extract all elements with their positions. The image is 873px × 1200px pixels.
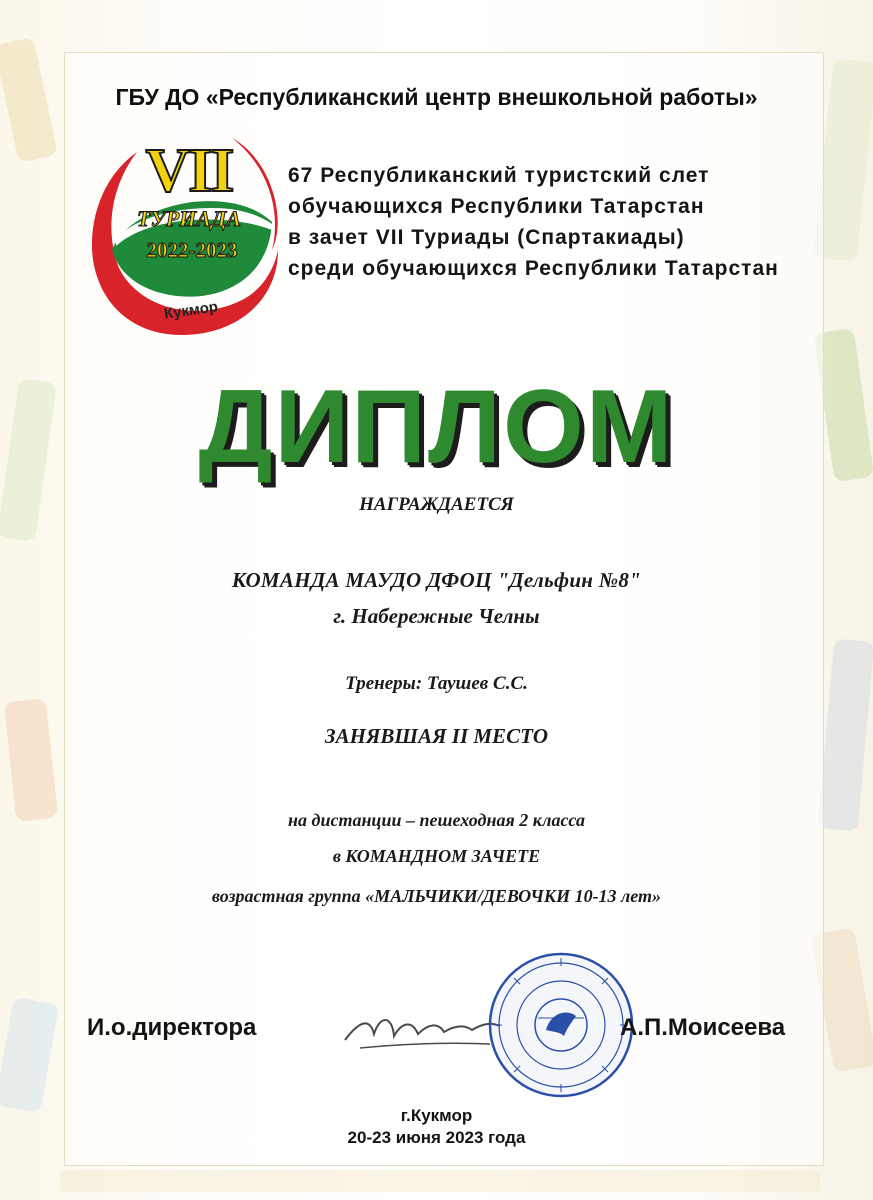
footer-date: 20-23 июня 2023 года bbox=[347, 1128, 526, 1147]
team-score: в КОМАНДНОМ ЗАЧЕТЕ bbox=[332, 846, 541, 866]
event-line: в зачет VII Туриады (Спартакиады) bbox=[288, 226, 685, 249]
distance: на дистанции – пешеходная 2 класса bbox=[288, 810, 585, 830]
logo-city: Кукмор bbox=[162, 298, 220, 323]
place-achieved: ЗАНЯВШАЯ II МЕСТО bbox=[324, 724, 549, 748]
event-description bbox=[288, 160, 813, 284]
signatory-name: А.П.Моисеева bbox=[620, 1014, 786, 1041]
logo-years: 2022-2023 bbox=[146, 238, 238, 262]
event-line: 67 Республиканский туристский слет bbox=[288, 164, 710, 187]
diploma-title: ДИПЛОМ bbox=[198, 369, 675, 485]
official-stamp-icon bbox=[486, 950, 636, 1100]
signature-icon bbox=[340, 1000, 510, 1060]
team-name: КОМАНДА МАУДО ДФОЦ "Дельфин №8" bbox=[231, 568, 642, 592]
team-city: г. Набережные Челны bbox=[333, 604, 540, 628]
signatory-role: И.о.директора bbox=[87, 1014, 257, 1041]
logo-word: ТУРИАДА bbox=[137, 206, 241, 231]
organization-name: ГБУ ДО «Республиканский центр внешкольной работы» bbox=[115, 84, 758, 110]
turiada-logo bbox=[82, 130, 282, 340]
coaches: Тренеры: Таушев С.С. bbox=[345, 673, 528, 694]
decorative-shape bbox=[60, 1170, 820, 1192]
footer-city: г.Кукмор bbox=[400, 1106, 473, 1125]
awarded-label: НАГРАЖДАЕТСЯ bbox=[359, 494, 514, 515]
event-line: обучающихся Республики Татарстан bbox=[288, 195, 705, 218]
age-group: возрастная группа «МАЛЬЧИКИ/ДЕВОЧКИ 10-13 лет» bbox=[211, 886, 662, 906]
event-line: среди обучающихся Республики Татарстан bbox=[288, 257, 779, 280]
logo-roman-numeral: VII bbox=[145, 137, 233, 205]
